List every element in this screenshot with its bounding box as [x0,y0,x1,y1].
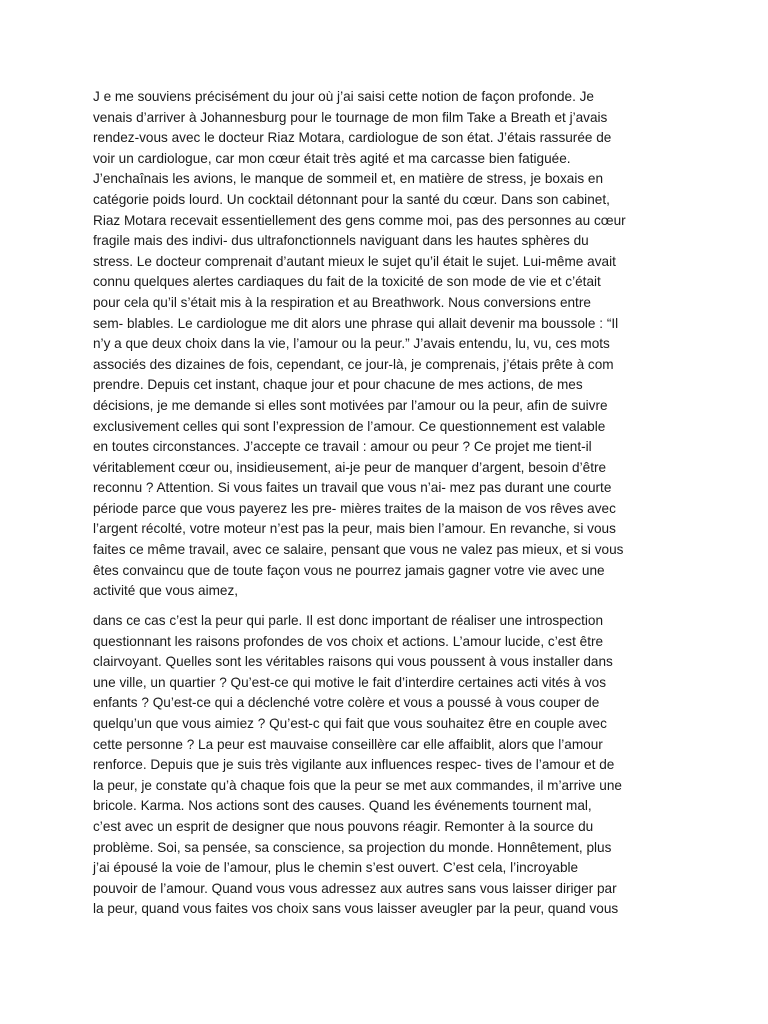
text-line: quelqu’un que vous aimiez ? Qu’est-c qui fait que vous souhaitez être en couple avec [93,715,607,731]
text-line: voir un cardiologue, car mon cœur était très agité et ma carcasse bien fatiguée. [93,150,571,166]
text-line: associés des dizaines de fois, cependant, ce jour-là, je comprenais, j’étais prête à com [93,356,614,372]
text-line: cette personne ? La peur est mauvaise conseillère car elle affaiblit, alors que l’amour [93,736,603,752]
text-line: prendre. Depuis cet instant, chaque jour et pour chacune de mes actions, de mes [93,377,583,393]
text-line: c’est avec un esprit de designer que nous pouvons réagir. Remonter à la source du [93,818,594,834]
text-line: catégorie poids lourd. Un cocktail détonnant pour la santé du cœur. Dans son cabinet, [93,191,610,207]
text-line: véritablement cœur ou, insidieusement, ai-je peur de manquer d’argent, besoin d’être [93,459,607,475]
text-line: problème. Soi, sa pensée, sa conscience, sa projection du monde. Honnêtement, plus [93,839,612,855]
text-line: pouvoir de l’amour. Quand vous vous adressez aux autres sans vous laisser diriger par [93,880,617,896]
text-line: fragile mais des indivi- dus ultrafonctionnels naviguant dans les hautes sphères du [93,233,589,249]
text-line: en toutes circonstances. J’accepte ce travail : amour ou peur ? Ce projet me tient-il [93,439,592,455]
text-line: exclusivement celles qui sont l’expression de l’amour. Ce questionnement est valable [93,418,606,434]
text-line: enfants ? Qu’est-ce qui a déclenché votre colère et vous a poussé à vous couper de [93,695,600,711]
text-line: clairvoyant. Quelles sont les véritables raisons qui vous poussent à vous installer dans [93,654,613,670]
text-line: êtes convaincu que de toute façon vous ne pourrez jamais gagner votre vie avec une [93,562,605,578]
text-line: n’y a que deux choix dans la vie, l’amour ou la peur.” J’avais entendu, lu, vu, ces mots [93,336,610,352]
paragraph-1 [93,87,683,602]
text-line: renforce. Depuis que je suis très vigilante aux influences respec- tives de l’amour et de [93,757,615,773]
paragraph-2 [93,611,683,920]
text-line: rendez-vous avec le docteur Riaz Motara, cardiologue de son état. J’étais rassurée de [93,130,612,146]
text-line: l’argent récolté, votre moteur n’est pas la peur, mais bien l’amour. En revanche, si vous [93,521,616,537]
text-line: période parce que vous payerez les pre- mières traites de la maison de vos rêves avec [93,500,616,516]
text-line: la peur, je constate qu’à chaque fois que la peur se met aux commandes, il m’arrive une [93,777,622,793]
text-line: dans ce cas c’est la peur qui parle. Il est donc important de réaliser une introspection [93,613,604,628]
text-line: J e me souviens précisément du jour où j’ai saisi cette notion de façon profonde. Je [93,89,594,104]
text-line: la peur, quand vous faites vos choix sans vous laisser aveugler par la peur, quand vous [93,901,619,917]
text-line: stress. Le docteur comprenait d’autant mieux le sujet qu’il était le sujet. Lui-même avait [93,253,616,269]
text-line: bricole. Karma. Nos actions sont des causes. Quand les événements tournent mal, [93,798,592,814]
text-line: questionnant les raisons profondes de vos choix et actions. L’amour lucide, c’est être [93,633,604,649]
text-line: reconnu ? Attention. Si vous faites un travail que vous n’ai- mez pas durant une courte [93,480,612,496]
text-line: J’enchaînais les avions, le manque de sommeil et, en matière de stress, je boxais en [93,171,604,187]
text-line: décisions, je me demande si elles sont motivées par l’amour ou la peur, afin de suivre [93,397,608,413]
text-line: Riaz Motara recevait essentiellement des gens comme moi, pas des personnes au cœur [93,212,626,228]
text-line: j’ai épousé la voie de l’amour, plus le chemin s’est ouvert. C’est cela, l’incroyable [93,860,579,876]
text-line: sem- blables. Le cardiologue me dit alors une phrase qui allait devenir ma boussole : “Il [93,315,619,331]
text-line: une ville, un quartier ? Qu’est-ce qui motive le fait d’interdire certaines acti vités à vos [93,674,607,690]
text-line: connu quelques alertes cardiaques du fait de la toxicité de son mode de vie et c’était [93,274,601,290]
text-line: venais d’arriver à Johannesburg pour le tournage de mon film Take a Breath et j’avais [93,109,608,125]
text-line: pour cela qu’il s’était mis à la respiration et au Breathwork. Nous conversions entre [93,294,591,310]
text-line: activité que vous aimez, [93,583,239,599]
text-line: faites ce même travail, avec ce salaire, pensant que vous ne valez pas mieux, et si vous [93,542,624,558]
